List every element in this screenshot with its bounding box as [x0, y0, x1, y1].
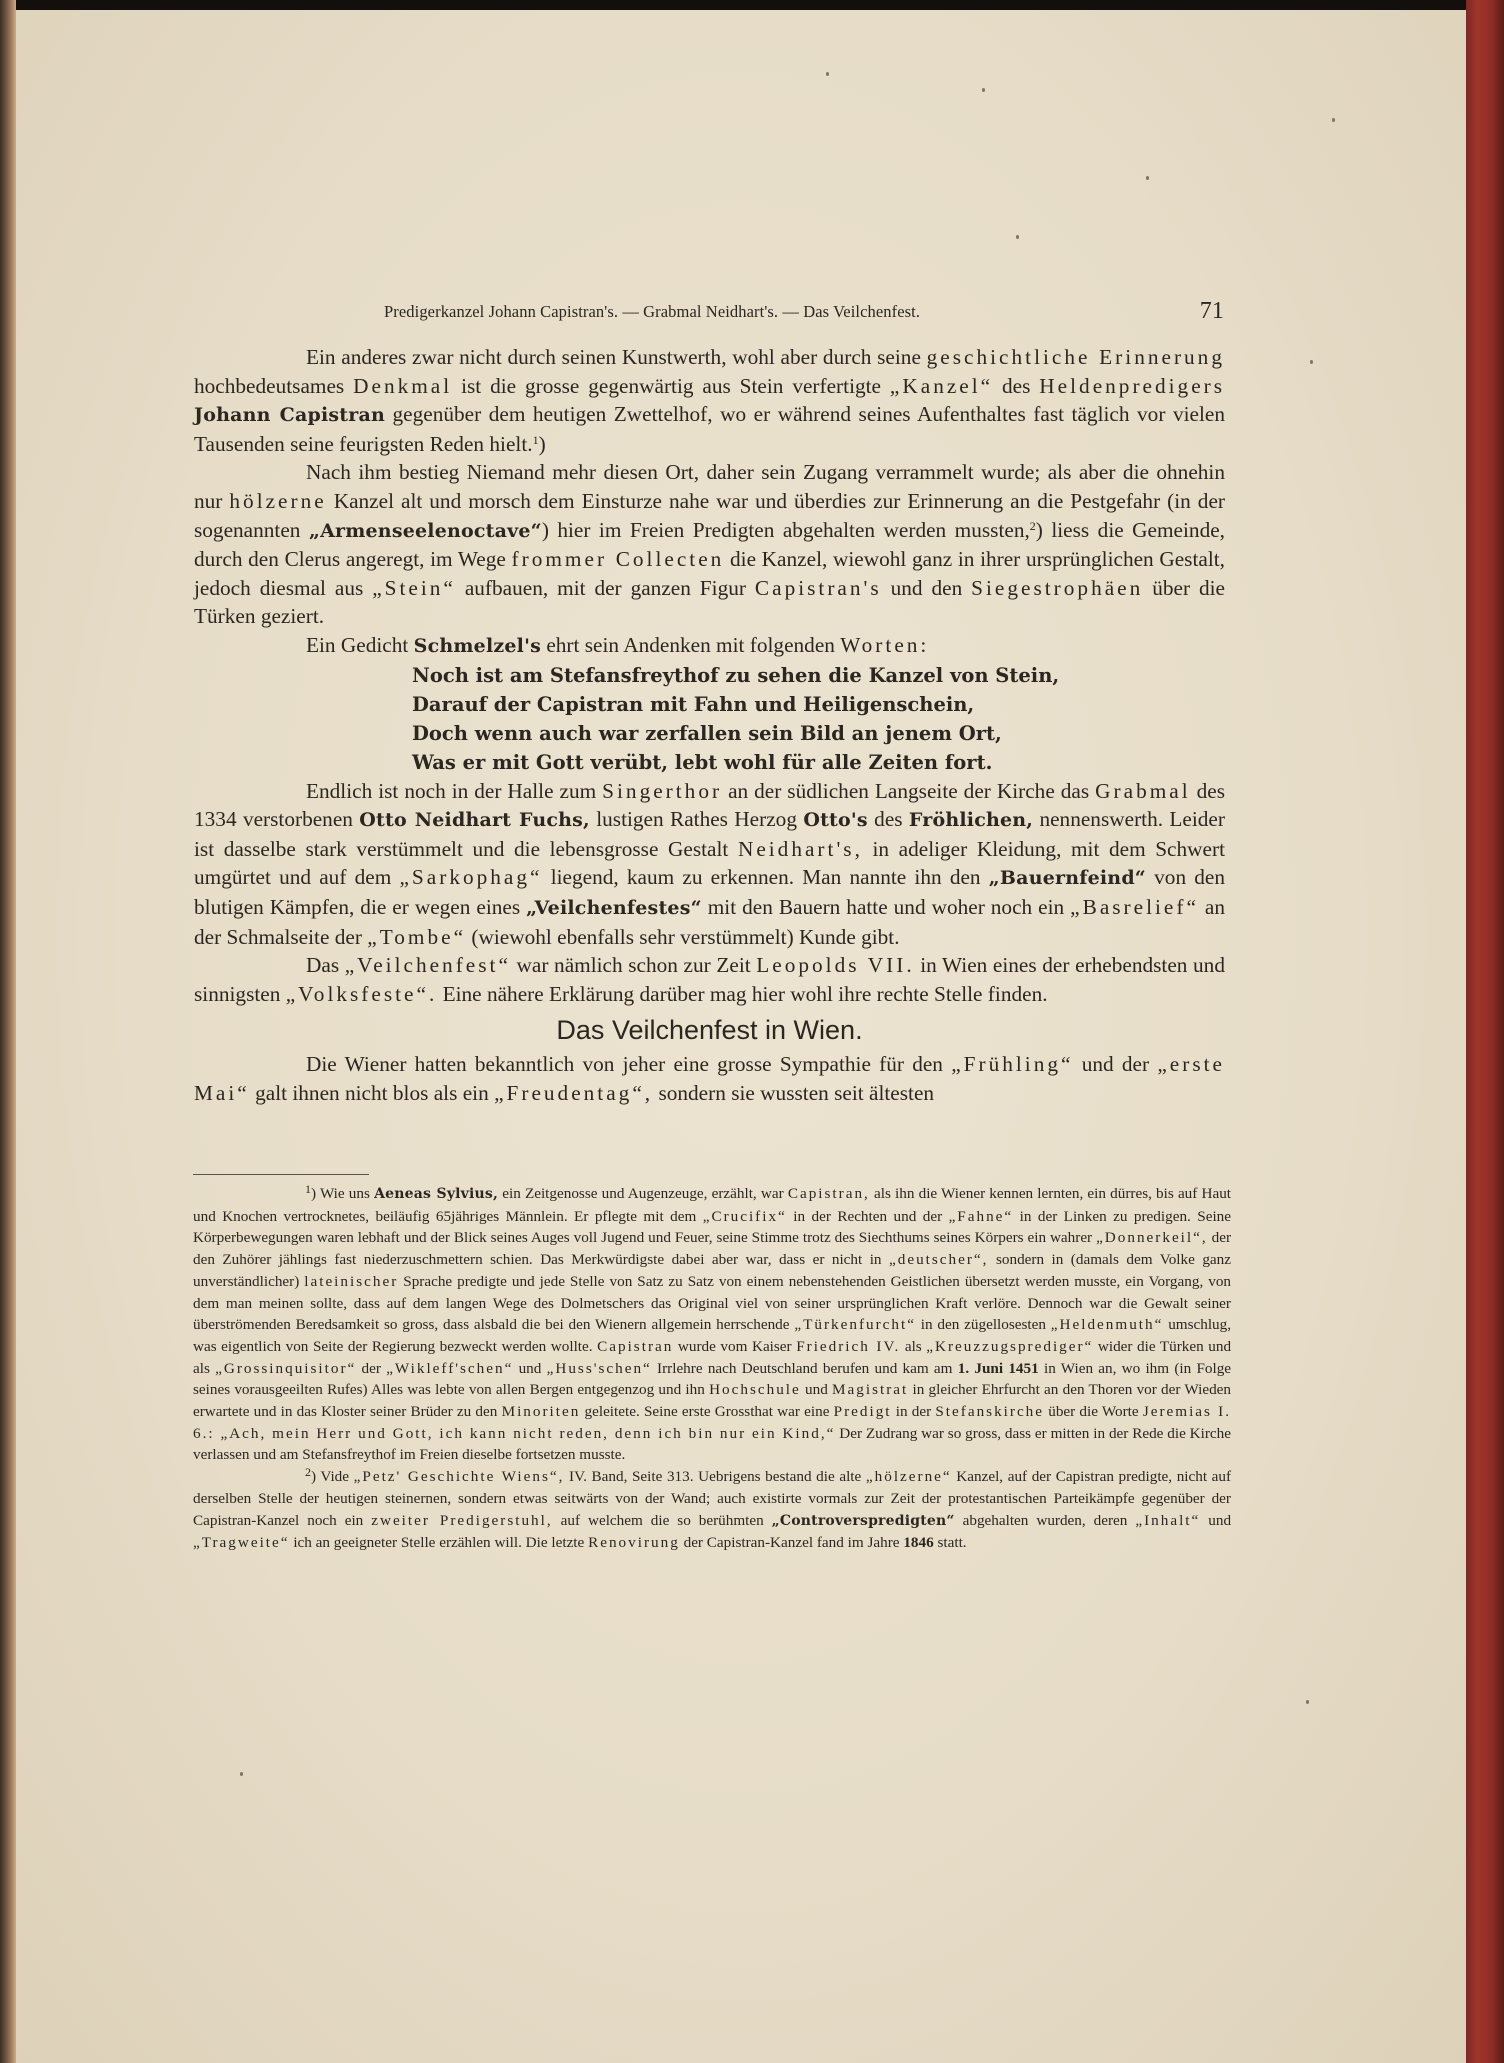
- poem-line: Darauf der Capistran mit Fahn und Heiligenschein,: [412, 692, 975, 716]
- footnote-ref: 2: [1029, 518, 1036, 533]
- poem: [194, 661, 1225, 777]
- running-header: [384, 298, 1224, 328]
- paper-speck: [1332, 118, 1335, 122]
- paper-speck: [982, 88, 985, 92]
- book-spine-edge: [0, 0, 16, 2063]
- poem-line: Was er mit Gott verübt, lebt wohl für alle Zeiten fort.: [412, 750, 993, 774]
- paragraph-gedicht: Ein Gedicht Schmelzel's ehrt sein Andenken mit folgenden Worten:: [306, 632, 930, 657]
- footnote-rule: [193, 1174, 369, 1175]
- paragraph-grabmal-neidhart: Endlich ist noch in der Halle zum Singerthor an der südlichen Langseite der Kirche das Grabmal des 1334 verstorbenen Otto Neidhart Fuchs, lustigen Rathes Herzog Otto's des Fröhlichen, nennenswerth. Leider ist dasselbe stark verstümmelt und die lebensgrosse Gestalt Neidhart's, in adeliger Kleidung, mit dem Schwert umgürtet und auf dem „Sarkophag“ liegend, kaum zu erkennen. Man nannte ihn den „Bauernfeind“ von den blutigen Kämpfen, die er wegen eines „Veilchenfestes“ mit den Bauern hatte und woher noch ein „Basrelief“ an der Schmalseite der „Tombe“ (wiewohl ebenfalls sehr verstümmelt) Kunde gibt.: [194, 778, 1226, 949]
- main-text: [194, 343, 1225, 1107]
- footnotes: [193, 1183, 1231, 1554]
- paragraph-kanzel-history: Nach ihm bestieg Niemand mehr diesen Ort, daher sein Zugang verrammelt wurde; als aber die ohnehin nur hölzerne Kanzel alt und morsch dem Einsturze nahe war und überdies zur Erinnerung an die Pestgefahr (in der sogenannten „Armenseelenoctave“) hier im Freien Predigten abgehalten werden mussten,$^2$) liess die Gemeinde, durch den Clerus angeregt, im Wege frommer Collecten die Kanzel, wiewohl ganz in ihrer ursprünglichen Gestalt, jedoch diesmal aus „Stein“ aufbauen, mit der ganzen Figur Capistran's und den Siegestrophäen über die Türken geziert.: [194, 460, 1226, 629]
- page-number: 71: [1199, 298, 1224, 324]
- poem-line: Noch ist am Stefansfreythof zu sehen die Kanzel von Stein,: [412, 663, 1060, 687]
- paper-speck: [1310, 360, 1313, 364]
- footnote-ref: 1: [532, 432, 539, 447]
- paper-speck: [826, 72, 829, 76]
- poem-line: Doch wenn auch war zerfallen sein Bild an jenem Ort,: [412, 721, 1002, 745]
- book-cover-edge: [1466, 0, 1504, 2063]
- running-title: Predigerkanzel Johann Capistran's. — Grabmal Neidhart's. — Das Veilchenfest.: [384, 302, 921, 321]
- footnote-1: $^1$) Wie uns Aeneas Sylvius, ein Zeitgenosse und Augenzeuge, erzählt, war Capistran, als ihn die Wiener kennen lernten, ein dürres, bis auf Haut und Knochen vertrocknetes, beiläufig 65jähriges Männlein. Er pflegte mit dem „Crucifix“ in der Rechten und der „Fahne“ in der Linken zu predigen. Seine Körperbewegungen waren lebhaft und der Blick seines Auges voll Jugend und Feuer, seine Stimme trotz des Siechthums seines Körpers ein wahrer „Donnerkeil“, der den Zuhörer jählings fast niederzuschmettern schien. Das Merkwürdigste dabei aber war, dass er nicht in „deutscher“, sondern in (damals dem Volke ganz unverständlicher) lateinischer Sprache predigte und jede Stelle von Satz zu Satz von einem nebenstehenden Geistlichen übersetzt werden musste, ein Vorgang, von dem man meinen sollte, dass auf dem langen Wege des Dolmetschers das Original viel von seiner ursprünglichen Kraft verlöre. Dennoch war die Gewalt seiner überströmenden Beredsamkeit so gross, dass alsbald die bei den Wienern allgemein herrschende „Türkenfurcht“ in den zügellosesten „Heldenmuth“ umschlug, was eigentlich von Seite der Regierung bezweckt werden wollte. Capistran wurde vom Kaiser Friedrich IV. als „Kreuzzugsprediger“ wider die Türken und als „Grossinquisitor“ der „Wikleff'schen“ und „Huss'schen“ Irrlehre nach Deutschland berufen und kam am 1. Juni 1451 in Wien an, wo ihm (in Folge seines vorausgeeilten Rufes) Alles was lebte von allen Bergen entgegenzog und ihn Hochschule und Magistrat in gleicher Ehrfurcht an den Thoren vor der Wieden erwartete und in das Kloster seiner Brüder zu den Minoriten geleitete. Seine erste Grossthat war eine Predigt in der Stefanskirche über die Worte Jeremias I. 6.: „Ach, mein Herr und Gott, ich kann nicht reden, denn ich bin nur ein Kind,“ Der Zudrang war so gross, dass er mitten in der Rede die Kirche verlassen und am Stefansfreythof im Freien dieselbe fortsetzen musste.: [193, 1182, 1232, 1464]
- paper-speck: [1306, 1700, 1309, 1704]
- paragraph-capistran-kanzel: Ein anderes zwar nicht durch seinen Kunstwerth, wohl aber durch seine geschichtliche Erinnerung hochbedeutsames Denkmal ist die grosse gegenwärtig aus Stein verfertigte „Kanzel“ des Heldenpredigers Johann Capistran gegenüber dem heutigen Zwettelhof, wo er während seines Aufenthaltes fast täglich vor vielen Tausenden seine feurigsten Reden hielt.$^1$): [194, 345, 1226, 456]
- paper-speck: [1146, 176, 1149, 180]
- footnote-2: $^2$) Vide „Petz' Geschichte Wiens“, IV. Band, Seite 313. Uebrigens bestand die alte „hölzerne“ Kanzel, auf der Capistran predigte, nicht auf derselben Stelle der heutigen steinernen, sondern etwas seitwärts von der Wand; auch existirte vormals zur Zeit der protestantischen Parteikämpfe gegenüber der Capistran-Kanzel noch ein zweiter Predigerstuhl, auf welchem die so berühmten „Controverspredigten“ abgehalten wurden, deren „Inhalt“ und „Tragweite“ ich an geeigneter Stelle erzählen will. Die letzte Renovirung der Capistran-Kanzel fand im Jahre 1846 statt.: [193, 1465, 1232, 1552]
- paragraph-veilchenfest-intro: Das „Veilchenfest“ war nämlich schon zur Zeit Leopolds VII. in Wien eines der erhebendsten und sinnigsten „Volksfeste“. Eine nähere Erklärung darüber mag hier wohl ihre rechte Stelle finden.: [194, 953, 1225, 1006]
- scan-top-border: [0, 0, 1504, 10]
- paper-speck: [1016, 235, 1019, 239]
- section-heading: Das Veilchenfest in Wien.: [556, 1015, 863, 1046]
- paragraph-veilchenfest: Die Wiener hatten bekanntlich von jeher eine grosse Sympathie für den „Frühling“ und der „erste Mai“ galt ihnen nicht blos als ein „Freudentag“, sondern sie wussten seit ältesten: [194, 1052, 1225, 1105]
- paper-speck: [240, 1772, 243, 1776]
